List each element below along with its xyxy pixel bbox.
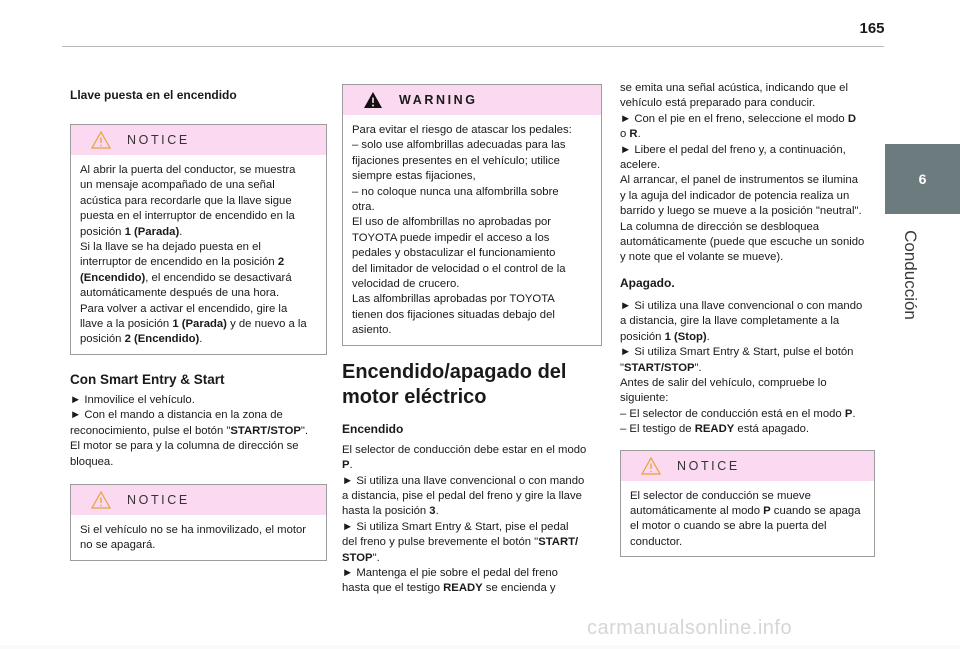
page-number: 165	[859, 20, 885, 37]
warning-triangle-icon	[363, 91, 383, 109]
header-rule	[62, 46, 884, 47]
smart-entry-text	[70, 393, 327, 470]
heading-key-in-ignition: Llave puesta en el encendido	[70, 88, 237, 102]
text-line: (Encendido), el encendido se desactivará	[80, 271, 292, 284]
text-line: otra.	[352, 201, 375, 214]
text-line: – El selector de conducción está en el modo P.	[620, 407, 856, 420]
text-line: y la aguja del indicador de potencia realiza un	[620, 189, 850, 202]
text-line: ► Con el pie en el freno, seleccione el modo D	[620, 112, 857, 125]
text-line: ► Con el mando a distancia en la zona de	[70, 409, 283, 422]
warning-header	[343, 85, 601, 115]
text-line: a distancia, gire la llave completamente a la	[620, 315, 840, 328]
text-line: P.	[342, 459, 353, 472]
column-1	[70, 80, 327, 561]
text-line: asiento.	[352, 324, 392, 337]
text-line: La columna de dirección se desbloquea	[620, 220, 820, 233]
text-line: Las alfombrillas aprobadas por TOYOTA	[352, 293, 555, 306]
text-line: Al abrir la puerta del conductor, se muestra	[80, 164, 296, 176]
notice-header	[71, 485, 326, 515]
text-line: El selector de conducción se mueve	[630, 489, 811, 502]
text-line: posición 1 (Stop).	[620, 330, 710, 343]
text-line: hasta que el testigo READY se encienda y	[342, 582, 556, 595]
text-line: interruptor de encendido en la posición 2	[80, 256, 285, 269]
text-line: ► Si utiliza Smart Entry & Start, pise el pedal	[342, 520, 569, 533]
notice-body	[621, 481, 874, 557]
text-line: vehículo está preparado para conducir.	[620, 97, 816, 110]
text-line: Para volver a activar el encendido, gire la	[80, 302, 288, 315]
footer-strip	[0, 645, 960, 649]
text-line: bloquea.	[70, 455, 114, 468]
caution-triangle-icon	[91, 131, 111, 149]
text-line: puesta en el interruptor de encendido en la	[80, 210, 295, 223]
notice-box-immobilize	[70, 484, 327, 561]
text-line: del freno y pulse brevemente el botón "START/	[342, 536, 579, 549]
text-line: ► Si utiliza una llave convencional o con mando	[620, 299, 863, 312]
text-line: acústica para recordarle que la llave sigue	[80, 194, 292, 207]
text-line: pedales y obstaculizar el funcionamiento	[352, 247, 556, 260]
column-2	[342, 84, 602, 597]
text-line: El uso de alfombrillas no aprobadas por	[352, 216, 552, 229]
notice-header	[71, 125, 326, 155]
text-line: y note que el volante se mueve).	[620, 251, 784, 264]
text-line: – solo use alfombrillas adecuadas para las	[352, 139, 566, 152]
chapter-title-line: motor eléctrico	[342, 385, 487, 408]
notice-box-key	[70, 124, 327, 355]
text-line: ► Inmovilice el vehículo.	[70, 393, 195, 406]
chapter-title-line: Encendido/apagado del	[342, 360, 567, 383]
text-line: el motor o cuando se abre la puerta del	[630, 520, 827, 533]
caution-triangle-icon	[91, 491, 111, 509]
text-line: a distancia, pise el pedal del freno y gire la llave	[342, 489, 582, 502]
text-line: o R.	[620, 128, 641, 141]
heading-apagado: Apagado.	[620, 275, 675, 290]
text-line: STOP".	[342, 551, 380, 564]
text-line: hasta la posición 3.	[342, 505, 439, 518]
text-line: "START/STOP".	[620, 361, 702, 374]
chapter-label	[880, 225, 940, 325]
chapter-label-text: Conducción	[901, 230, 920, 320]
heading-encendido: Encendido	[342, 421, 404, 436]
text-line: fijaciones presentes en el vehículo; utilice	[352, 154, 560, 167]
text-line: Antes de salir del vehículo, compruebe lo	[620, 376, 827, 389]
text-line: siguiente:	[620, 392, 669, 405]
encendido-text	[342, 443, 602, 597]
text-line: siempre estas fijaciones,	[352, 170, 476, 183]
text-line: – no coloque nunca una alfombrilla sobre	[352, 185, 559, 198]
chapter-title	[342, 360, 602, 410]
text-line: posición 2 (Encendido).	[80, 333, 203, 346]
text-line: automáticamente después de una hora.	[80, 287, 280, 300]
warning-box-pedals	[342, 84, 602, 346]
text-line: ► Mantenga el pie sobre el pedal del freno	[342, 566, 558, 579]
text-line: El selector de conducción debe estar en el modo	[342, 443, 587, 456]
text-line: llave a la posición 1 (Parada) y de nuevo a la	[80, 318, 307, 331]
text-line: un mensaje acompañado de una señal	[80, 179, 275, 192]
text-line: automáticamente al modo P cuando se apaga	[630, 504, 861, 517]
text-line: tienen dos fijaciones situadas debajo del	[352, 308, 555, 321]
text-line: Si la llave se ha dejado puesta en el	[80, 241, 261, 254]
text-line: velocidad de crucero.	[352, 278, 460, 291]
text-line: – El testigo de READY está apagado.	[620, 423, 810, 436]
text-line: El motor se para y la columna de dirección se	[70, 440, 299, 453]
notice-body	[71, 515, 326, 560]
apagado-text	[620, 299, 875, 438]
text-line: conductor.	[630, 535, 683, 548]
notice-body	[71, 155, 326, 354]
warning-title: WARNING	[399, 93, 478, 107]
text-line: Para evitar el riesgo de atascar los pedales:	[352, 124, 572, 136]
text-line: reconocimiento, pulse el botón "START/STOP".	[70, 424, 309, 437]
text-line: Al arrancar, el panel de instrumentos se ilumina	[620, 174, 858, 187]
text-line: acelere.	[620, 159, 661, 172]
heading-smart-entry: Con Smart Entry & Start	[70, 371, 225, 387]
text-line: ► Libere el pedal del freno y, a continuación,	[620, 143, 846, 156]
watermark: carmanualsonline.info	[587, 617, 793, 639]
column-3	[620, 81, 875, 557]
notice-title: NOTICE	[677, 458, 740, 473]
text-line: posición 1 (Parada).	[80, 225, 183, 238]
notice-header	[621, 451, 874, 481]
continuation-text	[620, 81, 875, 266]
text-line: TOYOTA puede impedir el acceso a los	[352, 231, 550, 244]
chapter-tab-number: 6	[918, 171, 927, 187]
notice-box-selector	[620, 450, 875, 558]
text-line: se emita una señal acústica, indicando que el	[620, 82, 848, 94]
text-line: automáticamente (puede que escuche un sonido	[620, 236, 865, 249]
text-line: ► Si utiliza Smart Entry & Start, pulse el botón	[620, 346, 854, 359]
text-line: del limitador de velocidad o el control de la	[352, 262, 566, 275]
notice-title: NOTICE	[127, 133, 190, 147]
text-line: barrido y luego se mueve a la posición "neutral".	[620, 205, 862, 218]
warning-body	[343, 115, 601, 345]
caution-triangle-icon	[641, 457, 661, 475]
chapter-tab[interactable]	[885, 144, 960, 214]
text-line: ► Si utiliza una llave convencional o con mando	[342, 474, 585, 487]
notice-title: NOTICE	[127, 492, 190, 507]
text-line: Si el vehículo no se ha inmovilizado, el motor	[80, 523, 307, 536]
text-line: no se apagará.	[80, 539, 156, 552]
